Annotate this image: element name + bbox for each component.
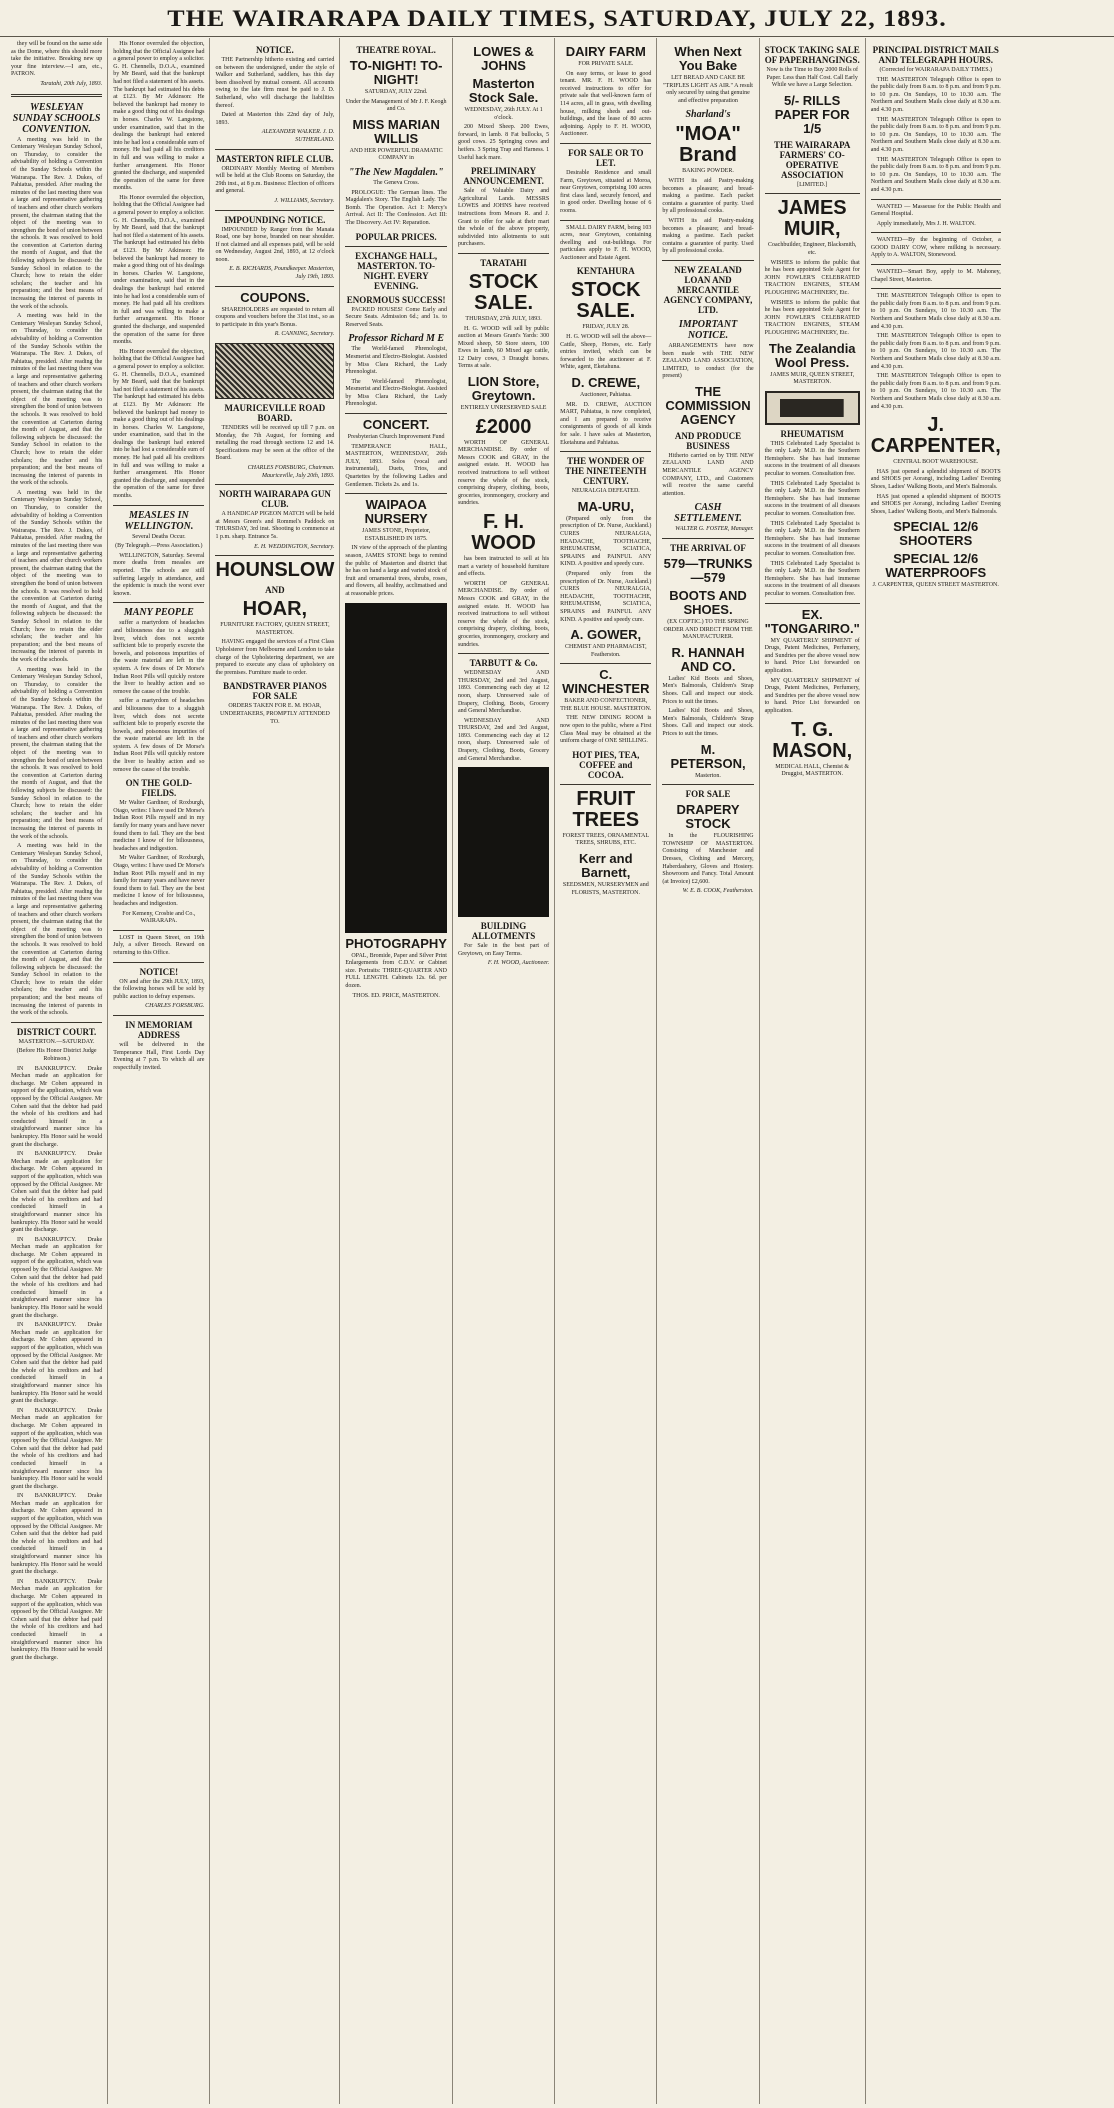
- advert-signature: For Kemeny, Crosbie and Co., WAIRARAPA.: [122, 910, 196, 925]
- advert-subheading: FURNITURE FACTORY, QUEEN STREET, MASTERTON.: [220, 622, 330, 636]
- advert-body: LET BREAD AND CAKE BE "TRIFLES LIGHT AS AIR." A result only secured by using that genuine and effective preparation: [663, 75, 753, 104]
- divider: [215, 286, 334, 287]
- advert-body: WITH its aid Pastry-making becomes a pleasure; and bread-making a pastime. Each packet contains a guarantee of purity. Used by all professional cooks.: [662, 217, 754, 255]
- article-body: A meeting was held in the Centenary Wesleyan Sunday School, on Thursday, to consider the advisability of holding a Convention of the Sunday Schools within the Wairarapa. The Rev. J. Dukes, of Pahiatua, presided. After reading the minutes of the last meeting there was a large and representative gathering of teachers and other church workers present, the chairman stating that the object of the meeting was to strengthen the bond of union between the schools. It was resolved to hold the convention at Carterton during the month of August, and that the following subjects be discussed: the Sunday School in relation to the Church; how to retain the elder scholars; the teacher and his preparation; and the best means of increasing the interest of parents in the work of the schools.: [11, 843, 103, 1017]
- article-body: His Honor overruled the objection, holding that the Official Assignee had a general power to employ a solicitor. G. H. Chennells, D.O.A., examined by Mr Beard, said that the bankrupt had not filed a statement of his assets. The bankrupt had estimated his debts at £123. By Mr Atkinson: He believed the bankrupt had money to make a good thing out of his dealings in horses. Charles W. Langstone, under examination, said that in the dealings the bankrupt had entered into he had lost a considerable sum of money. He had paid all his creditors in full and was willing to make a further arrangement. His Honor granted the discharge, and suspended the operation of the same for three months.: [113, 41, 205, 192]
- advert-body: THIS Celebrated Lady Specialist is the only Lady M.D. in the Southern Hemisphere. She has had immense success in the treatment of all diseases peculiar to women. Consultation free.: [764, 520, 860, 557]
- advert-body: H. G. WOOD will sell by public auction at Messrs Grant's Yards: 300 Mixed sheep, 50 Store steers, 100 Ewes in lamb, 60 Mixed age cattle, 12 Dairy cows, 3 Draught horses. Terms at sale.: [457, 325, 550, 370]
- divider: [345, 413, 447, 414]
- advert-body: Desirable Residence and small Farm, Greytown, situated at Moroa, near Greytown, comprising 100 acres first class land, securely fenced, and in good order. Dwelling house of 6 rooms.: [560, 169, 652, 214]
- divider: [11, 1022, 102, 1023]
- article-body: IN BANKRUPTCY. Drake Mechan made an application for discharge. Mr Cohen appeared in support of the application, which was opposed by the Official Assignee. Mr Cohen said that the debtor had paid the whole of his creditors and had conducted himself in a straightforward manner since his bankruptcy. His Honor said he would grant the discharge.: [11, 1322, 103, 1405]
- divider: [662, 784, 753, 785]
- advert-heading: PRELIMINARY ANNOUNCEMENT.: [463, 166, 544, 187]
- article-body: IN BANKRUPTCY. Drake Mechan made an application for discharge. Mr Cohen appeared in support of the application, which was opposed by the Official Assignee. Mr Cohen said that the debtor had paid the whole of his creditors and had conducted himself in a straightforward manner since his bankruptcy. His Honor said he would grant the discharge.: [11, 1493, 103, 1576]
- advert-heading: AND PRODUCE BUSINESS: [674, 430, 742, 451]
- advert-heading: PHOTOGRAPHY: [345, 935, 447, 951]
- advert-subheading: (EX COPTIC.) TO THE SPRING ORDER AND DIRECT FROM THE MANUFACTURER.: [663, 619, 753, 641]
- column-5: [453, 38, 555, 2104]
- notice-body: will be delivered in the Temperance Hall, First Lords Day Evening at 7 p.m. To which all are respectfully invited.: [113, 1041, 205, 1071]
- advert-subheading: ENTIRELY UNRESERVED SALE: [460, 405, 547, 412]
- advert-body: Now is the Time to Buy 2000 Rolls of Paper. Less than Half Cost. Call Early While we have a Large Selection.: [766, 67, 859, 89]
- notice-heading: NOTICE!: [139, 966, 179, 977]
- divider: [560, 220, 651, 221]
- advert-subheading: Coachbuilder, Engineer, Blacksmith, etc.: [768, 242, 857, 256]
- notice-body: A HANDICAP PIGEON MATCH will be held at Messrs Green's and Rommel's Paddock on THURSDAY, 3rd inst. Shooting to commence at 1 p.m. sharp. Entrance 5s.: [215, 511, 335, 540]
- article-body: His Honor overruled the objection, holding that the Official Assignee had a general power to employ a solicitor. G. H. Chennells, D.O.A., examined by Mr Beard, said that the bankrupt had not filed a statement of his assets. The bankrupt had estimated his debts at £123. By Mr Atkinson: He believed the bankrupt had money to make a good thing out of his dealings in horses. Charles W. Langstone, under examination, said that in the dealings the bankrupt had entered into he had lost a considerable sum of money. He had paid all his creditors in full and was willing to make a further arrangement. His Honor granted the discharge, and suspended the operation of the same for three months.: [113, 348, 205, 500]
- advert-heading: THE WAIRARAPA FARMERS' CO-OPERATIVE ASSOCIATION: [773, 139, 851, 180]
- advert-heading: 579—TRUNKS—579: [663, 556, 753, 586]
- divider: [871, 199, 1001, 200]
- advert-signature: J. CARPENTER, QUEEN STREET MASTERTON.: [872, 582, 999, 589]
- advert-heading: DAIRY FARM: [565, 44, 646, 59]
- divider: [458, 653, 549, 654]
- advert-body: Under the Management of Mr J. F. Keogh and Co.: [345, 98, 447, 113]
- advert-heading: When Next You Bake: [674, 44, 742, 73]
- notice-signature: E. B. RICHARDS, Poundkeeper. Masterton, July 19th, 1893.: [229, 266, 335, 281]
- notice-signature: CHARLES FORSBURG.: [145, 1003, 205, 1010]
- advert-heading: T. G. MASON,: [772, 718, 853, 762]
- advert-heading: DRAPERY STOCK: [676, 802, 740, 832]
- advert-body: SEEDSMEN, NURSERYMEN and FLORISTS, MASTERTON.: [562, 882, 649, 896]
- advert-subheading: NEURALGIA DEFEATED.: [571, 488, 640, 495]
- advert-body: Hitherto carried on by THE NEW ZEALAND LAND AND MERCANTILE AGENCY COMPANY, LTD., and Customers will receive the same careful attention.: [662, 452, 754, 497]
- classified-ad: THE MASTERTON Telegraph Office is open to the public daily from 8 a.m. to 8 p.m. and from 9 p.m. to 10 p.m. On Sundays, 10 to 10.30 a.m. The Northern and Southern Mails close daily at 8.30 a.m. and 4.30 p.m.: [870, 293, 1001, 330]
- advert-subheading: FOREST TREES, ORNAMENTAL TREES, SHRUBS, ETC.: [562, 832, 650, 847]
- advert-body: H. G. WOOD will sell the above—Cattle, Sheep, Horses, etc. Early entries invited, which can be forwarded to the auctioneer at F. White, agent, Eketahuna.: [560, 334, 652, 371]
- advert-body: THIS Celebrated Lady Specialist is the only Lady M.D. in the Southern Hemisphere. She has had immense success in the treatment of all diseases peculiar to women. Consultation free.: [764, 440, 860, 478]
- notice-body: TENDERS will be received up till 7 p.m. on Monday, the 7th August, for forming and metalling the road through sections 12 and 14. Specifications may be seen at the office of the Board.: [215, 425, 335, 462]
- redacted-block: [458, 767, 549, 917]
- advert-body: On easy terms, or lease to good tenant. MR. F. H. WOOD has received instructions to offer for private sale that well-known farm of 114 acres, all in grass, with dwelling house, milking sheds and out-buildings, and the lease of 80 acres adjoining. Apply to F. H. WOOD, Auctioneer.: [560, 70, 652, 138]
- divider: [215, 484, 334, 485]
- article-body: His Honor overruled the objection, holding that the Official Assignee had a general power to employ a solicitor. G. H. Chennells, D.O.A., examined by Mr Beard, said that the bankrupt had not filed a statement of his assets. The bankrupt had estimated his debts at £123. By Mr Atkinson: He believed the bankrupt had money to make a good thing out of his dealings in horses. Charles W. Langstone, under examination, said that in the dealings the bankrupt had entered into he had lost a considerable sum of money. He had paid all his creditors in full and was willing to make a further arrangement. His Honor granted the discharge, and suspended the operation of the same for three months.: [113, 194, 205, 346]
- advert-heading: HOT PIES, TEA, COFFEE and COCOA.: [572, 749, 640, 780]
- advert-heading: MA-URU,: [577, 498, 634, 514]
- advert-heading: CASH SETTLEMENT.: [674, 502, 742, 525]
- letter-tail: they will be found on the same side as the Dome, where this should more take the initiative. Breaking new up your fine interview.—I am, etc., PATRON.: [11, 41, 103, 78]
- divider: [215, 149, 334, 150]
- advert-subheading: CENTRAL BOOT WAREHOUSE.: [893, 459, 979, 466]
- advert-body: Sale of Valuable Dairy and Agricultural Lands. MESSRS LOWES and JOHNS have received instructions from Messrs R. and J. Grant to offer for sale at their mart the whole of the above property, subdivided into allotments to suit purchasers.: [457, 188, 550, 248]
- advert-body: AND HER POWERFUL DRAMATIC COMPANY in: [349, 147, 443, 162]
- advert-body: THIS Celebrated Lady Specialist is the only Lady M.D. in the Southern Hemisphere. She has had immense success in the treatment of all diseases peculiar to women. Consultation free.: [764, 560, 860, 597]
- advert-heading: A. GOWER,: [570, 627, 642, 643]
- divider: [560, 663, 651, 664]
- advert-signature: WALTER G. FOSTER, Manager.: [675, 526, 754, 533]
- divider: [560, 784, 651, 785]
- article-body: IN BANKRUPTCY. Drake Mechan made an application for discharge. Mr Cohen appeared in support of the application, which was opposed by the Official Assignee. Mr Cohen said that the debtor had paid the whole of his creditors and had conducted himself in a straightforward manner since his bankruptcy. His Honor said he would grant the discharge.: [11, 1151, 103, 1234]
- advert-heading: AND: [265, 585, 285, 596]
- advert-body: WORTH OF GENERAL MERCHANDISE. By order of Messrs COOK and GRAY, in the assigned estate. H. WOOD has received instructions to sell without reserve the whole of the stock, comprising drapery, clothing, boots, groceries, ironmongery, crockery and sundries.: [457, 439, 550, 507]
- court-dateline: MASTERTON.—SATURDAY.: [18, 1038, 95, 1045]
- advert-heading: MANY PEOPLE: [123, 607, 194, 619]
- advert-body: HAVING engaged the services of a First Class Upholsterer from Melbourne and London to take charge of the Upholstering department, we are prepared to execute any class of upholstery on the premises. Furniture made to order.: [215, 639, 335, 676]
- column-8: [760, 38, 866, 2104]
- advert-body: THE NEW DINING ROOM is now open to the public, where a First Class Meal may be obtained at the uniform charge of ONE SHILLING.: [560, 715, 652, 745]
- advert-body: HAS just opened a splendid shipment of BOOTS and SHOES per Aorangi, including Ladies' Evening Shoes, Ladies' Walking Boots, and Men's Balmorals.: [870, 468, 1001, 490]
- advert-heading: POPULAR PRICES.: [355, 231, 437, 242]
- advert-body: suffer a martyrdom of headaches and biliousness due to a sluggish liver, which does not secrete sufficient bile to properly excrete the bowels, and poisonous impurities of the waste material are left in the system. A few doses of Dr Morse's Indian Root Pills will quickly restore the liver to healthy action and so remove the cause of the trouble.: [113, 620, 205, 695]
- advert-body: (Prepared only from the prescription of Dr. Nurse, Auckland.) CURES NEURALGIA, HEADACHE, TOOTHACHE, RHEUMATISM, SCIATICA, SPRAINS and PAINFUL ANY KIND. A positive and speedy cure.: [560, 515, 652, 568]
- divider: [662, 538, 753, 539]
- redacted-block: [345, 603, 447, 933]
- advert-body: MY QUARTERLY SHIPMENT of Drugs, Patent Medicines, Perfumery, and Sundries per the above vessel now to hand. Price List forwarded on application.: [764, 637, 860, 674]
- advert-heading: FOR SALE OR TO LET.: [568, 147, 644, 168]
- article-heading: MEASLES IN WELLINGTON.: [124, 509, 194, 532]
- notice-heading: NOTICE.: [256, 45, 294, 55]
- advert-subheading: Presbyterian Church Improvement Fund: [347, 434, 445, 441]
- advert-heading: RHEUMATISM: [780, 428, 844, 439]
- divider: [345, 493, 447, 494]
- notice-heading: PRINCIPAL DISTRICT MAILS AND TELEGRAPH HOURS.: [872, 45, 999, 65]
- masthead: [0, 0, 1114, 37]
- divider: [765, 603, 860, 604]
- notice-body: ON and after the 29th JULY, 1893, the following horses will be sold by public auction to defray expenses.: [113, 978, 205, 1000]
- advert-heading: LION Store, Greytown.: [467, 374, 540, 404]
- advert-signature: THOS. ED. PRICE, MASTERTON.: [352, 992, 440, 999]
- advert-subheading: WEDNESDAY, 26th JULY. At 1 o'clock.: [464, 107, 543, 121]
- woodcut-illustration: [215, 343, 334, 399]
- lost-notice: LOST in Queen Street, on 19th July, a silver Brooch. Reward on returning to this Office.: [113, 934, 205, 956]
- advert-heading: Masterton Stock Sale.: [468, 76, 539, 105]
- divider: [560, 143, 651, 144]
- divider: [871, 232, 1001, 233]
- advert-heading: WAIPAOA NURSERY: [364, 497, 428, 527]
- advert-subheading: Masterton.: [695, 772, 721, 779]
- advert-heading: HOAR,: [242, 598, 308, 621]
- advert-body: THIS Celebrated Lady Specialist is the only Lady M.D. in the Southern Hemisphere. She has had immense success in the treatment of all diseases peculiar to women. Consultation free.: [764, 480, 860, 518]
- notice-signature: R. CANNING, Secretary.: [274, 331, 335, 338]
- advert-body: WITH its aid Pastry-making becomes a pleasure; and bread-making a pastime. Each packet contains a guarantee of purity. Used by all professional cooks.: [662, 177, 754, 215]
- article-body: IN BANKRUPTCY. Drake Mechan made an application for discharge. Mr Cohen appeared in support of the application, which was opposed by the Official Assignee. Mr Cohen said that the debtor had paid the whole of his creditors and had conducted himself in a straightforward manner since his bankruptcy. His Honor said he would grant the discharge.: [11, 1236, 103, 1319]
- divider: [215, 555, 334, 556]
- notice-heading: MAURICEVILLE ROAD BOARD.: [224, 403, 326, 424]
- advert-heading: TO-NIGHT! TO-NIGHT!: [349, 58, 443, 87]
- advert-subheading: Auctioneer, Pahiatua.: [580, 392, 632, 399]
- article-heading: DISTRICT COURT.: [16, 1026, 97, 1037]
- advert-heading: ENORMOUS SUCCESS!: [346, 294, 446, 305]
- classified-ad: WANTED—Smart Boy, apply to M. Mahoney, Chapel Street, Masterton.: [870, 269, 1001, 283]
- advert-signature: JAMES MUIR, QUEEN STREET, MASTERTON.: [770, 371, 855, 386]
- notice-signature: CHARLES FORSBURG, Chairman. Mauriceville, July 20th, 1893.: [247, 465, 335, 479]
- advert-subheading: The Geneva Cross.: [373, 179, 420, 186]
- advert-heading: THEATRE ROYAL.: [356, 45, 436, 55]
- divider: [458, 253, 549, 254]
- advert-heading: F. H. WOOD: [471, 511, 536, 554]
- advert-body: ORDERS TAKEN FOR E. M. HOAR, UNDERTAKERS, PROMPTLY ATTENDED TO.: [219, 703, 330, 725]
- advert-body: WEDNESDAY AND THURSDAY, 2nd and 3rd August, 1893. Commencing each day at 12 noon, sharp. Unreserved sale of Drapery, Clothing, Boots, Grocery and General Merchandise.: [457, 670, 550, 715]
- notice-body: THE MASTERTON Telegraph Office is open to the public daily from 8 a.m. to 8 p.m. and from 9 p.m. to 10 p.m. On Sundays, 10 to 10.30 a.m. The Northern and Southern Mails close daily at 8.30 a.m. and 4.30 p.m.: [870, 76, 1001, 113]
- advert-body: PROLOGUE: The German lines. The Magdalen's Story. The English Lady. The Bomb. The Operation. Act I: Mercy's Arrival. Act II: The Confession. Act III: The Discovery. Act IV: Reparation.: [345, 189, 447, 226]
- advert-body: The World-famed Phrenologist, Mesmerist and Electro-Biologist. Assisted by Miss Clara Richard, the Lady Phrenologist.: [345, 378, 447, 408]
- advert-heading: Sharland's: [685, 109, 731, 121]
- advert-body: Mr Walter Gardiner, of Roxburgh, Otago, writes: I have used Dr Morse's Indian Root Pills myself and in my family for many years and have never found them to fail. They are the best medicine I know of for biliousness, headaches and indigestion.: [113, 855, 205, 907]
- advert-heading: NEW ZEALAND LOAN AND MERCANTILE AGENCY COMPANY, LTD.: [663, 264, 753, 315]
- advert-heading: £2000: [475, 415, 532, 438]
- classified-ad: THE MASTERTON Telegraph Office is open to the public daily from 8 a.m. to 8 p.m. and from 9 p.m. to 10 p.m. On Sundays, 10 to 10.30 a.m. The Northern and Southern Mails close daily at 8.30 a.m. and 4.30 p.m.: [870, 373, 1001, 410]
- advert-heading: Kerr and Barnett,: [579, 851, 633, 881]
- advert-heading: EXCHANGE HALL, MASTERTON. TO-NIGHT. EVERY EVENING.: [355, 250, 438, 291]
- advert-heading: Professor Richard M E: [348, 333, 445, 345]
- column-7: [657, 38, 759, 2104]
- advert-heading: TARBUTT & Co.: [469, 658, 538, 669]
- decorative-banner: [765, 391, 860, 425]
- column-3: [210, 38, 340, 2104]
- classified-ad: WANTED — Masseuse for the Public Health and General Hospital.: [870, 203, 1001, 218]
- advert-heading: R. HANNAH AND CO.: [671, 644, 745, 674]
- advert-body: Ladies' Kid Boots and Shoes, Men's Balmorals, Children's Strap Shoes. Call and inspect our stock. Prices to suit the times.: [662, 675, 754, 705]
- notice-body: THE MASTERTON Telegraph Office is open to the public daily from 8 a.m. to 8 p.m. and from 9 p.m. to 10 p.m. On Sundays, 10 to 10.30 a.m. The Northern and Southern Mails close daily at 8.30 a.m. and 4.30 p.m.: [870, 156, 1001, 193]
- advert-heading: "The New Magdalen.": [348, 166, 444, 178]
- column-9: [866, 38, 1006, 2104]
- notice-body: IMPOUNDED by Ranger from the Manaia Road, one bay horse, branded on near shoulder. If not claimed and all expenses paid, will be sold on Wednesday, August 2nd, 1893, at 12 o'clock noon.: [215, 226, 335, 263]
- notice-heading: NORTH WAIRARAPA GUN CLUB.: [218, 489, 331, 510]
- advert-body: TEMPERANCE HALL, MASTERTON, WEDNESDAY, 26th JULY, 1893. Solos (vocal and instrumental), Duets, Trios, and Quartettes by the following Ladies and Gentlemen. Tickets 2s. and 1s.: [345, 443, 447, 488]
- notice-subheading: (Corrected for WAIRARAPA DAILY TIMES.): [879, 67, 993, 73]
- advert-heading: LOWES & JOHNS: [473, 44, 534, 73]
- notice-heading: IN MEMORIAM ADDRESS: [125, 1019, 193, 1040]
- article-body: WELLINGTON, Saturday. Several more deaths from measles are reported. The schools are still suffering largely in attendance, and the epidemic is much the worst ever known.: [113, 552, 205, 597]
- column-1: [6, 38, 108, 2104]
- notice-heading: COUPONS.: [240, 289, 310, 305]
- advert-heading: "MOA" Brand: [675, 123, 741, 167]
- advert-heading: C. WINCHESTER: [562, 667, 650, 697]
- advert-heading: STOCK TAKING SALE OF PAPERHANGINGS.: [764, 45, 860, 65]
- advert-body: WISHES to inform the public that he has been appointed Sole Agent for JOHN FOWLER'S CELEBRATED TRACTION ENGINES, STEAM PLOUGHING MACHINERY, Etc.: [764, 299, 860, 336]
- column-4: [340, 38, 453, 2104]
- advert-heading: STOCK SALE.: [468, 270, 539, 314]
- advert-subheading: MEDICAL HALL, Chemist & Druggist, MASTERTON.: [775, 763, 850, 778]
- classified-ad: WANTED—By the beginning of October, a GOOD DAIRY COW, where milking is necessary. Apply to A. WALTON, Stonewood.: [870, 237, 1001, 259]
- advert-heading: D. CREWE,: [571, 375, 641, 391]
- advert-body: Ladies' Kid Boots and Shoes, Men's Balmorals, Children's Strap Shoes. Call and inspect our stock. Prices to suit the times.: [662, 708, 754, 737]
- advert-body: SMALL DAIRY FARM, being 103 acres, near Greytown, containing dwelling and out-buildings. For particulars apply to F. H. WOOD, Auctioneer and Estate Agent.: [560, 224, 652, 261]
- advert-heading: HOUNSLOW: [215, 559, 335, 582]
- advert-body: PACKED HOUSES! Come Early and Secure Seats. Admission 6d.; and 1s. to Reserved Seats.: [345, 306, 447, 328]
- notice-signature: ALEXANDER WALKER. J. D. SUTHERLAND.: [261, 129, 335, 143]
- article-body: A meeting was held in the Centenary Wesleyan Sunday School, on Thursday, to consider the advisability of holding a Convention of the Sunday Schools within the Wairarapa. The Rev. J. Dukes, of Pahiatua, presided. After reading the minutes of the last meeting there was a large and representative gathering of teachers and other church workers present, the chairman stating that the object of the meeting was to strengthen the bond of union between the schools. It was resolved to hold the convention at Carterton during the month of August, and that the following subjects be discussed: the Sunday School in relation to the Church; how to retain the elder scholars; the teacher and his preparation; and the best means of increasing the interest of parents in the work of the schools.: [11, 313, 103, 487]
- advert-heading: FRUIT TREES: [572, 787, 640, 831]
- advert-heading: TARATAHI: [480, 257, 527, 268]
- notice-body: ORDINARY Monthly Meeting of Members will be held at the Club Rooms on Saturday, the 29th inst., at 8 p.m. Business: Election of officers and general.: [215, 165, 335, 195]
- advert-body: (Prepared only from the prescription of Dr. Nurse, Auckland.) CURES NEURALGIA, HEADACHE, TOOTHACHE, RHEUMATISM, SCIATICA, SPRAINS and PAINFUL ANY KIND. A positive and speedy cure.: [560, 570, 652, 623]
- advert-heading: EX. "TONGARIRO.": [764, 606, 860, 636]
- advert-body: has been instructed to sell at his mart a variety of household furniture and effects.: [457, 556, 550, 578]
- notice-body: THE Partnership hitherto existing and carried on between the undersigned, under the style of Walker and Sutherland, saddlers, has this day been dissolved by mutual consent. All accounts owing to the late firm must be paid to J. D. Sutherland, who will discharge the liabilities thereof.: [215, 57, 335, 109]
- divider: [871, 288, 1001, 289]
- advert-heading: J. CARPENTER,: [870, 414, 1001, 458]
- advert-subheading: SATURDAY, JULY 22nd.: [364, 89, 428, 95]
- advert-heading: BOOTS AND SHOES.: [669, 588, 747, 618]
- advert-subheading: THURSDAY, 27th JULY, 1893.: [465, 315, 542, 322]
- advert-subheading: BAKING POWDER.: [682, 168, 734, 175]
- notice-body: THE MASTERTON Telegraph Office is open to the public daily from 8 a.m. to 8 p.m. and from 9 p.m. to 10 p.m. On Sundays, 10 to 10.30 a.m. The Northern and Southern Mails close daily at 8.30 a.m. and 4.30 p.m.: [870, 116, 1001, 153]
- article-byline: (By Telegraph.—Press Association.): [115, 543, 203, 550]
- advert-heading: CONCERT.: [362, 417, 430, 433]
- divider: [113, 505, 204, 506]
- advert-heading: IMPORTANT NOTICE.: [678, 318, 738, 341]
- advert-body: suffer a martyrdom of headaches and biliousness due to a sluggish liver, which does not secrete sufficient bile to properly excrete the bowels, and poisonous impurities of the waste material are left in the system. A few doses of Dr Morse's Indian Root Pills will quickly restore the liver to healthy action and so remove the cause of the trouble.: [113, 698, 205, 773]
- advert-body: The World-famed Phrenologist, Mesmerist and Electro-Biologist. Assisted by Miss Clara Richard, the Lady Phrenologist.: [345, 346, 447, 376]
- advert-body: WORTH OF GENERAL MERCHANDISE. By order of Messrs COOK and GRAY, in the assigned estate. H. WOOD has received instructions to sell without reserve the whole of the stock, comprising drapery, clothing, boots, groceries, ironmongery, crockery and sundries.: [457, 580, 550, 648]
- advert-body: IN view of the approach of the planting season, JAMES STONE begs to remind the public of Masterton and district that he has on hand a large and varied stock of fruit and ornamental trees, shrubs, roses, and flowers, all healthy, acclimatised and at reasonable prices.: [345, 545, 447, 597]
- divider: [11, 94, 102, 97]
- advert-heading: BANDSTRAVER PIANOS FOR SALE: [223, 681, 327, 702]
- advert-body: OPAL, Bromide, Paper and Silver Print Enlargements from C.D.V. or Cabinet size. Portraits: THREE-QUARTER AND FULL LENGTH. Cabinets 12s. 6d. per dozen.: [345, 952, 447, 989]
- classified-ad: THE MASTERTON Telegraph Office is open to the public daily from 8 a.m. to 8 p.m. and from 9 p.m. to 10 p.m. On Sundays, 10 to 10.30 a.m. The Northern and Southern Mails close daily at 8.30 a.m. and 4.30 p.m.: [870, 333, 1001, 370]
- divider: [765, 193, 860, 194]
- advert-subheading: FRIDAY, JULY 28.: [582, 324, 630, 331]
- advert-subheading: FOR PRIVATE SALE.: [578, 61, 634, 67]
- advert-body: WISHES to inform the public that he has been appointed Sole Agent for JOHN FOWLER'S CELEBRATED TRACTION ENGINES, STEAM PLOUGHING MACHINERY, Etc.: [764, 259, 860, 296]
- advert-heading: KENTAHURA: [576, 266, 635, 277]
- article-heading: WESLEYAN SUNDAY SCHOOLS CONVENTION.: [12, 101, 101, 135]
- advert-heading: BUILDING ALLOTMENTS: [471, 921, 536, 942]
- divider: [113, 602, 204, 603]
- advert-subheading: JAMES STONE, Proprietor, ESTABLISHED IN 1875.: [361, 528, 431, 542]
- advert-heading: JAMES MUIR,: [777, 197, 847, 241]
- advert-heading: SPECIAL 12/6 WATERPROOFS: [885, 551, 987, 581]
- article-body: A meeting was held in the Centenary Wesleyan Sunday School, on Thursday, to consider the advisability of holding a Convention of the Sunday Schools within the Wairarapa. The Rev. J. Dukes, of Pahiatua, presided. After reading the minutes of the last meeting there was a large and representative gathering of teachers and other church workers present, the chairman stating that the object of the meeting was to strengthen the bond of union between the schools. It was resolved to hold the convention at Carterton during the month of August, and that the following subjects be discussed: the Sunday School in relation to the Church; how to retain the elder scholars; the teacher and his preparation; and the best means of increasing the interest of parents in the work of the schools.: [11, 666, 103, 840]
- advert-subheading: CHEMIST AND PHARMACIST, Featherston.: [564, 644, 647, 658]
- advert-body: MY QUARTERLY SHIPMENT of Drugs, Patent Medicines, Perfumery, and Sundries per the above vessel now to hand. Price List forwarded on application.: [764, 677, 860, 714]
- notice-body: SHAREHOLDERS are requested to return all coupons and vouchers before the 31st inst., so as to participate in this year's Bonus.: [215, 306, 335, 328]
- advert-subheading: [LIMITED.]: [797, 181, 828, 188]
- article-subheading: Several Deaths Occur.: [132, 533, 186, 540]
- divider: [215, 210, 334, 211]
- advert-heading: M. PETERSON,: [670, 741, 746, 771]
- advert-subheading: BAKER AND CONFECTIONER, THE BLUE HOUSE. MASTERTON.: [560, 698, 652, 712]
- court-judge: (Before His Honor District Judge Robinson.): [16, 1048, 97, 1063]
- newspaper-columns: [6, 38, 1108, 2104]
- advert-body: Mr Walter Gardiner, of Roxburgh, Otago, writes: I have used Dr Morse's Indian Root Pills myself and in my family for many years and have never found them to fail. They are the best medicine I know of for biliousness, headaches and indigestion.: [113, 800, 205, 852]
- divider: [113, 930, 204, 931]
- advert-heading: 5/- RILLS PAPER FOR 1/5: [774, 92, 850, 136]
- article-body: IN BANKRUPTCY. Drake Mechan made an application for discharge. Mr Cohen appeared in support of the application, which was opposed by the Official Assignee. Mr Cohen said that the debtor had paid the whole of his creditors and had conducted himself in a straightforward manner since his bankruptcy. His Honor said he would grant the discharge.: [11, 1065, 103, 1148]
- advert-heading: MISS MARIAN WILLIS: [352, 116, 440, 146]
- advert-body: In the FLOURISHING TOWNSHIP OF MASTERTON. Consisting of Manchester and Dresses, Clothing and Mercery, Haberdashery, Gloves and Hosiery. Showroom and Fancy. Total Amount (at Invoice) £2,600.: [662, 833, 754, 885]
- column-6: [555, 38, 657, 2104]
- advert-heading: ON THE GOLD-FIELDS.: [125, 778, 193, 799]
- article-body: A meeting was held in the Centenary Wesleyan Sunday School, on Thursday, to consider the advisability of holding a Convention of the Sunday Schools within the Wairarapa. The Rev. J. Dukes, of Pahiatua, presided. After reading the minutes of the last meeting there was a large and representative gathering of teachers and other church workers present, the chairman stating that the object of the meeting was to strengthen the bond of union between the schools. It was resolved to hold the convention at Carterton during the month of August, and that the following subjects be discussed: the Sunday School in relation to the Church; how to retain the elder scholars; the teacher and his preparation; and the best means of increasing the interest of parents in the work of the schools.: [11, 489, 103, 663]
- column-2: [108, 38, 210, 2104]
- advert-body: MR. D. CREWE, AUCTION MART, Pahiatua, is now completed, and I am prepared to receive consignments of goods of all kinds for sale. I have sales at Masterton, Eketahuna and Pahiatua.: [560, 401, 652, 446]
- advert-heading: SPECIAL 12/6 SHOOTERS: [893, 519, 979, 549]
- notice-signature: J. WILLIAMS, Secretary.: [274, 197, 335, 204]
- advert-signature: F. H. WOOD, Auctioneer.: [487, 960, 550, 967]
- divider: [345, 246, 447, 247]
- newspaper-title: THE WAIRARAPA DAILY TIMES, SATURDAY, JULY 22, 1893.: [167, 5, 947, 32]
- article-body: A meeting was held in the Centenary Wesleyan Sunday School, on Thursday, to consider the advisability of holding a Convention of the Sunday Schools within the Wairarapa. The Rev. J. Dukes, of Pahiatua, presided. After reading the minutes of the last meeting there was a large and representative gathering of teachers and other church workers present, the chairman stating that the object of the meeting was to strengthen the bond of union between the schools. It was resolved to hold the convention at Carterton during the month of August, and that the following subjects be discussed: the Sunday School in relation to the Church; how to retain the elder scholars; the teacher and his preparation; and the best means of increasing the interest of parents in the work of the schools.: [11, 136, 103, 310]
- notice-date: Dated at Masterton this 22nd day of July, 1893.: [215, 112, 335, 126]
- notice-heading: MASTERTON RIFLE CLUB.: [216, 153, 334, 164]
- advert-heading: The Zealandia Wool Press.: [768, 340, 856, 370]
- advert-heading: THE ARRIVAL OF: [670, 543, 746, 554]
- divider: [113, 962, 204, 963]
- notice-heading: IMPOUNDING NOTICE.: [224, 214, 326, 225]
- letter-dateline: Taratahi, 20th July, 1893.: [40, 80, 103, 87]
- divider: [113, 1015, 204, 1016]
- notice-signature: E. H. WEDDINGTON, Secretary.: [254, 543, 335, 550]
- advert-body: WEDNESDAY AND THURSDAY, 2nd and 3rd August, 1893. Commencing each day at 12 noon, sharp. Unreserved sale of Drapery, Clothing, Boots, Grocery and General Merchandise.: [457, 717, 550, 762]
- advert-body: 200 Mixed Sheep. 200 Ewes, forward, in lamb. 8 Fat bullocks, 5 good cows. 25 Springing cows and heifers. 3 Spring Trap and Harness. 1 Useful hack mare.: [457, 124, 550, 161]
- advert-signature: W. E. B. COOK, Featherston.: [682, 888, 754, 895]
- advert-heading: STOCK SALE.: [570, 279, 641, 323]
- advert-heading: THE WONDER OF THE NINETEENTH CENTURY.: [565, 456, 647, 487]
- advert-body: For Sale in the best part of Greytown, on Easy Terms.: [457, 943, 550, 957]
- divider: [560, 451, 651, 452]
- advert-heading: THE COMMISSION AGENCY: [665, 383, 751, 427]
- advert-body: ARRANGEMENTS have now been made with THE NEW ZEALAND LAND ASSOCIATION, LIMITED, to conduct (for the present): [662, 342, 754, 380]
- divider: [871, 264, 1001, 265]
- article-body: IN BANKRUPTCY. Drake Mechan made an application for discharge. Mr Cohen appeared in support of the application, which was opposed by the Official Assignee. Mr Cohen said that the debtor had paid the whole of his creditors and had conducted himself in a straightforward manner since his bankruptcy. His Honor said he would grant the discharge.: [11, 1407, 103, 1490]
- advert-body: HAS just opened a splendid shipment of BOOTS and SHOES per Aorangi, including Ladies' Evening Shoes, Ladies' Walking Boots, and Men's Balmorals.: [870, 493, 1001, 515]
- article-body: IN BANKRUPTCY. Drake Mechan made an application for discharge. Mr Cohen appeared in support of the application, which was opposed by the Official Assignee. Mr Cohen said that the debtor had paid the whole of his creditors and had conducted himself in a straightforward manner since his bankruptcy. His Honor said he would grant the discharge.: [11, 1578, 103, 1661]
- divider: [662, 260, 753, 261]
- classified-ad: Apply immediately, Mrs J. H. WALTON.: [876, 220, 976, 227]
- advert-heading: FOR SALE: [685, 789, 731, 800]
